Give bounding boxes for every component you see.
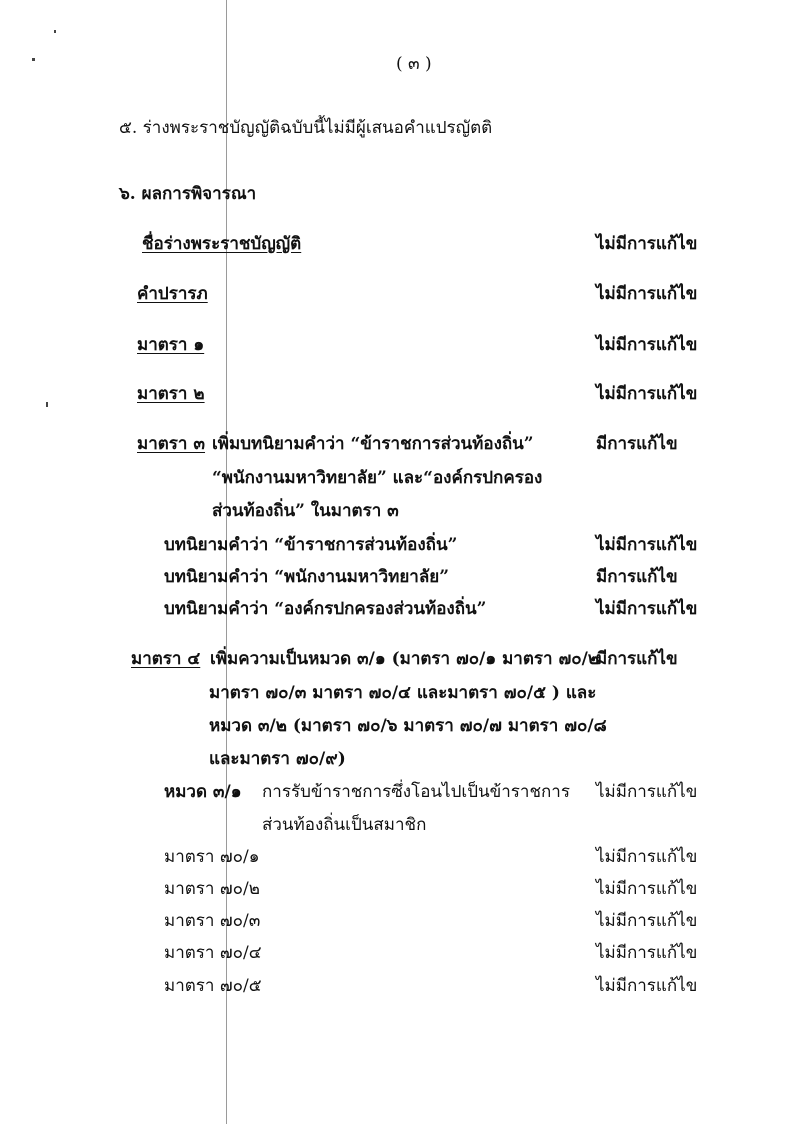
scan-speck xyxy=(54,30,56,33)
row-label-section-4: มาตรา ๔ xyxy=(131,649,201,669)
subsection-70-4-label: มาตรา ๗๐/๔ xyxy=(164,943,262,963)
section-5-heading: ๕. ร่างพระราชบัญญัติฉบับนี้ไม่มีผู้เสนอคำแปรญัตติ xyxy=(119,118,493,138)
subsection-70-5-status: ไม่มีการแก้ไข xyxy=(596,976,698,996)
subsection-70-3-label: มาตรา ๗๐/๓ xyxy=(164,911,261,931)
definition-label-1: บทนิยามคำว่า “ข้าราชการส่วนท้องถิ่น” xyxy=(164,535,458,555)
row-label-section-3: มาตรา ๓ xyxy=(137,434,206,454)
subsection-70-5-label: มาตรา ๗๐/๕ xyxy=(164,976,262,996)
row-status-preamble: ไม่มีการแก้ไข xyxy=(596,284,698,304)
section-3-desc-line-1: เพิ่มบทนิยามคำว่า “ข้าราชการส่วนท้องถิ่น” xyxy=(212,434,534,454)
chapter-3-1-desc-line-2: ส่วนท้องถิ่นเป็นสมาชิก xyxy=(262,815,427,835)
section-6-heading: ๖. ผลการพิจารณา xyxy=(119,184,257,204)
row-status-title: ไม่มีการแก้ไข xyxy=(596,234,698,254)
section-4-desc-line-2: มาตรา ๗๐/๓ มาตรา ๗๐/๔ และมาตรา ๗๐/๕ ) และ xyxy=(209,683,597,703)
section-4-desc-line-1: เพิ่มความเป็นหมวด ๓/๑ (มาตรา ๗๐/๑ มาตรา ๗๐/๒ xyxy=(210,649,600,669)
subsection-70-2-label: มาตรา ๗๐/๒ xyxy=(164,879,260,899)
definition-label-2: บทนิยามคำว่า “พนักงานมหาวิทยาลัย” xyxy=(164,567,449,587)
subsection-70-4-status: ไม่มีการแก้ไข xyxy=(596,943,698,963)
row-label-preamble: คำปรารภ xyxy=(137,284,208,304)
definition-status-1: ไม่มีการแก้ไข xyxy=(596,535,698,555)
subsection-70-2-status: ไม่มีการแก้ไข xyxy=(596,879,698,899)
section-4-desc-line-3: หมวด ๓/๒ (มาตรา ๗๐/๖ มาตรา ๗๐/๗ มาตรา ๗๐/๘ xyxy=(209,716,607,736)
chapter-3-1-desc-line-1: การรับข้าราชการซึ่งโอนไปเป็นข้าราชการ xyxy=(262,782,570,802)
subsection-70-3-status: ไม่มีการแก้ไข xyxy=(596,911,698,931)
row-label-section-1: มาตรา ๑ xyxy=(137,335,205,355)
section-3-desc-line-2: “พนักงานมหาวิทยาลัย” และ“องค์กรปกครอง xyxy=(212,468,543,488)
section-4-desc-line-4: และมาตรา ๗๐/๙) xyxy=(209,749,346,769)
scan-speck xyxy=(32,58,35,61)
page-number: ( ๓ ) xyxy=(396,54,432,74)
subsection-70-1-status: ไม่มีการแก้ไข xyxy=(596,847,698,867)
scan-speck xyxy=(46,402,48,407)
section-3-desc-line-3: ส่วนท้องถิ่น” ในมาตรา ๓ xyxy=(212,501,399,521)
row-status-section-1: ไม่มีการแก้ไข xyxy=(596,335,698,355)
row-status-section-2: ไม่มีการแก้ไข xyxy=(596,384,698,404)
row-label-title: ชื่อร่างพระราชบัญญัติ xyxy=(142,234,302,254)
row-status-section-3: มีการแก้ไข xyxy=(596,434,678,454)
chapter-3-1-status: ไม่มีการแก้ไข xyxy=(596,782,698,802)
subsection-70-1-label: มาตรา ๗๐/๑ xyxy=(164,847,260,867)
definition-status-2: มีการแก้ไข xyxy=(596,567,678,587)
row-label-section-2: มาตรา ๒ xyxy=(137,384,205,404)
chapter-3-1-label: หมวด ๓/๑ xyxy=(164,782,242,802)
definition-label-3: บทนิยามคำว่า “องค์กรปกครองส่วนท้องถิ่น” xyxy=(164,599,487,619)
row-status-section-4: มีการแก้ไข xyxy=(596,649,678,669)
definition-status-3: ไม่มีการแก้ไข xyxy=(596,599,698,619)
